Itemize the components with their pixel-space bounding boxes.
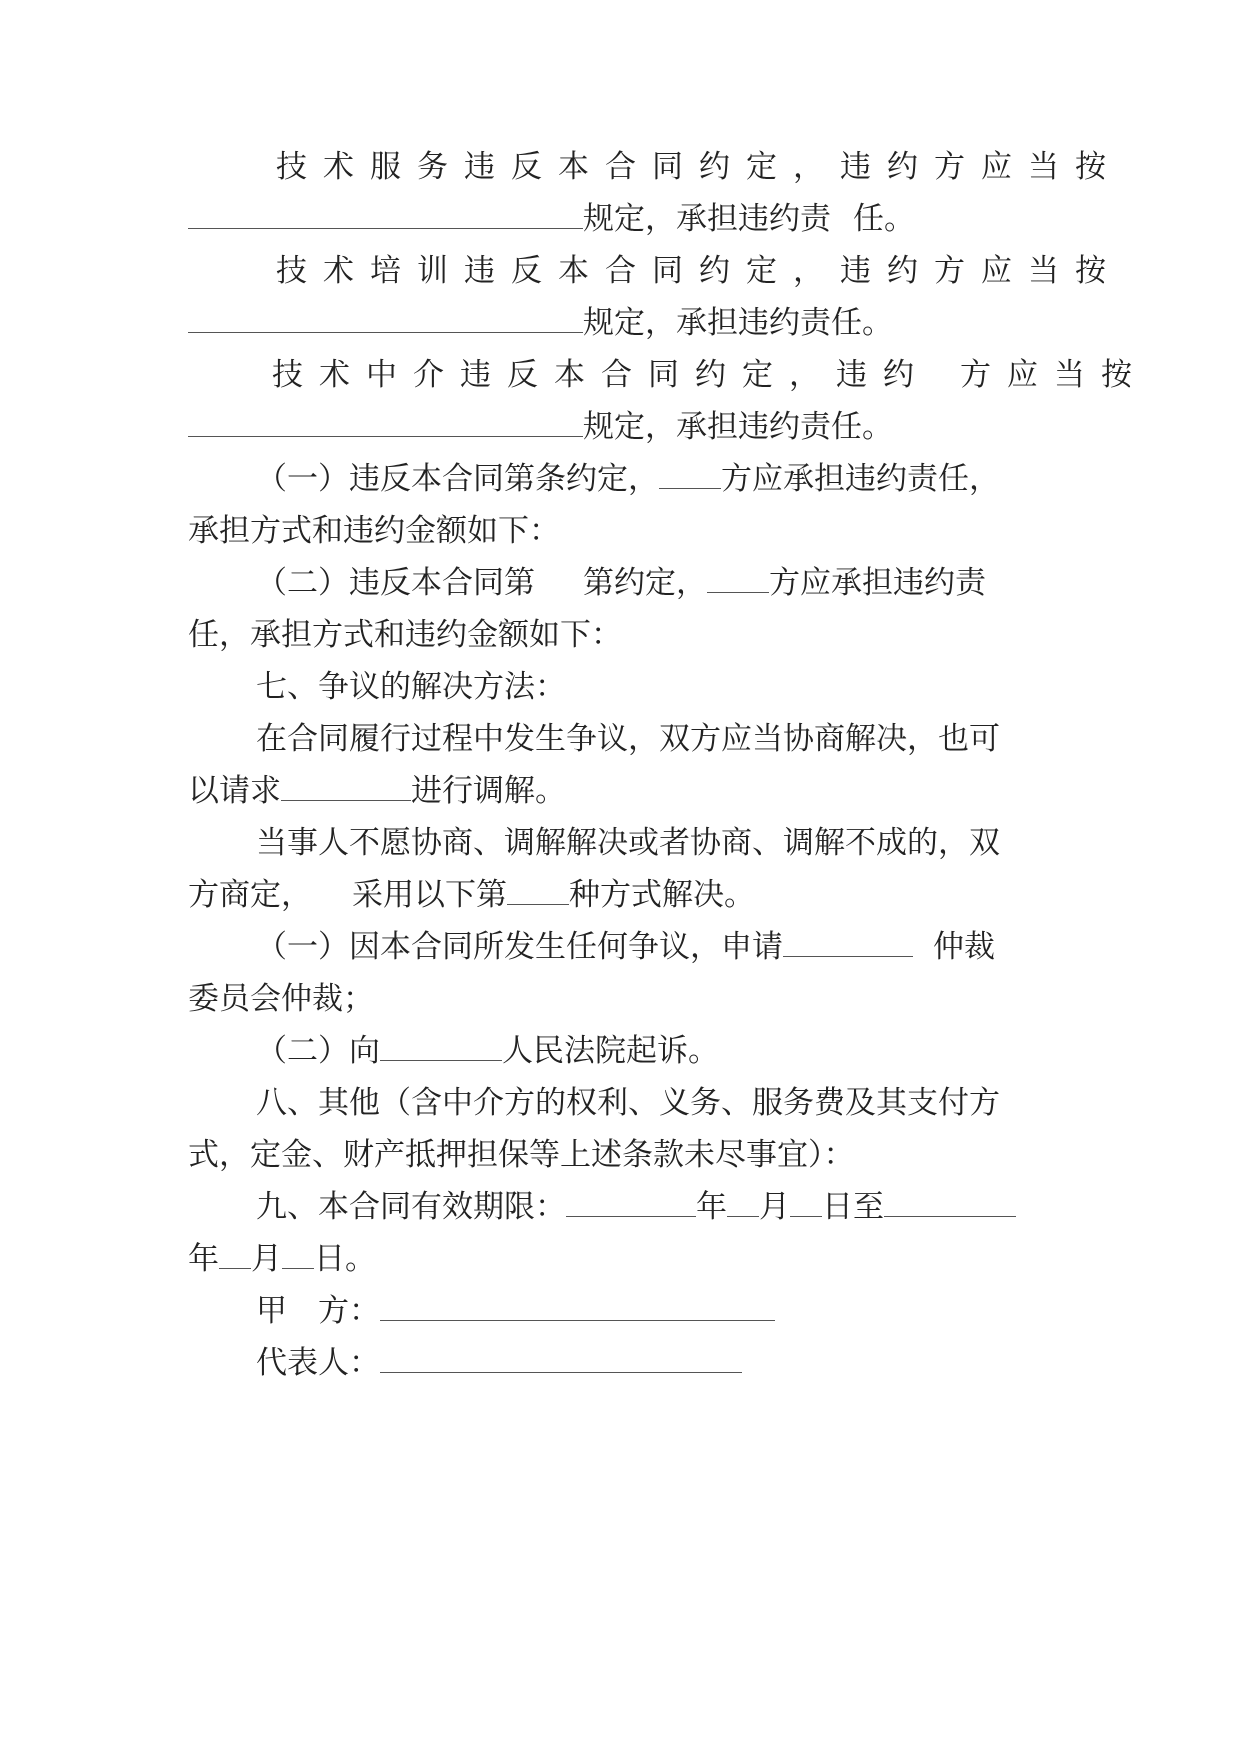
clause-two-cont (188, 606, 1060, 664)
text: 七、争议的解决方法： (256, 669, 566, 705)
text: 委员会仲裁； (188, 981, 374, 1017)
blank-field[interactable] (727, 1178, 759, 1217)
clause-tech-training-line (188, 242, 1122, 300)
text: 任，承担方式和违约金额如下： (188, 617, 622, 653)
text: 方商定， (188, 877, 312, 913)
text: （二）违反本合同第 (256, 565, 535, 601)
text: 方应承担违约责任， (721, 461, 1000, 497)
text: 月 (759, 1189, 790, 1225)
text: 式，定金、财产抵押担保等上述条款未尽事宜）： (188, 1137, 855, 1173)
validity-period-cont (188, 1230, 1060, 1288)
blank-field[interactable] (188, 294, 583, 333)
text: （一）违反本合同第条约定， (256, 461, 659, 497)
blank-field[interactable] (790, 1178, 822, 1217)
clause-tech-agency-line (188, 346, 1148, 404)
validity-period-line (188, 1178, 1060, 1236)
section-seven-heading (188, 658, 1060, 716)
text: 当事人不愿协商、调解解决或者协商、调解不成的，双 (256, 825, 1000, 861)
blank-field[interactable] (380, 1022, 502, 1061)
text: 进行调解。 (411, 773, 566, 809)
blank-field[interactable] (783, 918, 913, 957)
representative-signature-field[interactable] (380, 1334, 742, 1373)
section-eight-line (188, 1074, 1060, 1132)
text: 承担方式和违约金额如下： (188, 513, 560, 549)
text: 日至 (822, 1189, 884, 1225)
text: 年 (188, 1241, 219, 1277)
clause-one-cont (188, 502, 1060, 560)
blank-field[interactable] (884, 1178, 1016, 1217)
court-option-line (188, 1022, 1060, 1080)
party-a-line (188, 1282, 1060, 1340)
section-eight-cont (188, 1126, 1060, 1184)
text: 种方式解决。 (569, 877, 755, 913)
arbitration-option-line (188, 918, 1060, 976)
negotiation-paragraph-cont (188, 866, 1060, 924)
text: 甲 方： (256, 1293, 380, 1329)
text: 方应承担违约责 (769, 565, 986, 601)
clause-two-line (188, 554, 1060, 612)
text: 任。 (853, 201, 915, 237)
text: 月 (251, 1241, 282, 1277)
negotiation-paragraph-line (188, 814, 1060, 872)
text: 八、其他（含中介方的权利、义务、服务费及其支付方 (256, 1085, 1000, 1121)
text: （一）因本合同所发生任何争议，申请 (256, 929, 783, 965)
text: 在合同履行过程中发生争议，双方应当协商解决，也可 (256, 721, 1000, 757)
text: 代表人： (256, 1345, 380, 1381)
text: 以请求 (188, 773, 281, 809)
text: 第约定， (583, 565, 707, 601)
blank-field[interactable] (188, 190, 583, 229)
blank-field[interactable] (219, 1230, 251, 1269)
text: 日。 (314, 1241, 376, 1277)
text: 九、本合同有效期限： (256, 1189, 566, 1225)
dispute-paragraph-cont (188, 762, 1060, 820)
text: （二）向 (256, 1033, 380, 1069)
text: 人民法院起诉。 (502, 1033, 719, 1069)
clause-tech-agency-cont (188, 398, 1060, 456)
text: 采用以下第 (352, 877, 507, 913)
arbitration-option-cont (188, 970, 1060, 1028)
blank-field[interactable] (188, 398, 583, 437)
clause-tech-service-line (188, 138, 1122, 196)
text: 技术培训违反本合同约定，违约方应当按 (276, 253, 1122, 289)
text: 仲裁 (933, 929, 995, 965)
clause-tech-training-cont (188, 294, 1060, 352)
clause-one-line (188, 450, 1060, 508)
dispute-paragraph-line (188, 710, 1060, 768)
text: 方应当按 (960, 357, 1148, 393)
text: 规定，承担违约责 (583, 201, 831, 237)
blank-field[interactable] (507, 866, 569, 905)
blank-field[interactable] (659, 450, 721, 489)
blank-field[interactable] (566, 1178, 696, 1217)
blank-field[interactable] (281, 762, 411, 801)
party-a-signature-field[interactable] (380, 1282, 775, 1321)
text: 技术中介违反本合同约定，违约 (272, 357, 930, 393)
text: 年 (696, 1189, 727, 1225)
blank-field[interactable] (707, 554, 769, 593)
text: 技术服务违反本合同约定，违约方应当按 (276, 149, 1122, 185)
clause-tech-service-cont (188, 190, 1060, 248)
blank-field[interactable] (282, 1230, 314, 1269)
text: 规定，承担违约责任。 (583, 409, 893, 445)
text: 规定，承担违约责任。 (583, 305, 893, 341)
representative-line (188, 1334, 1060, 1392)
